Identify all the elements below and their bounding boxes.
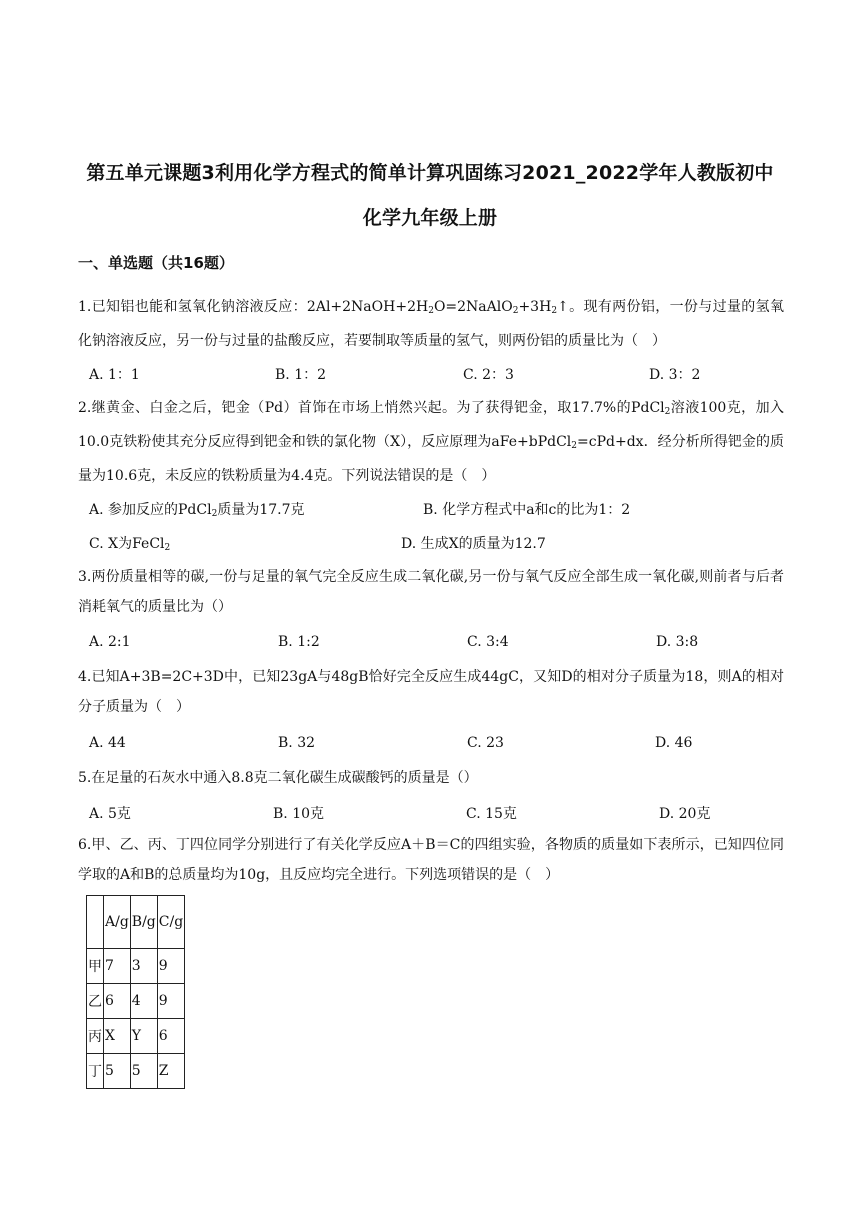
option-d[interactable]: D. 3:8 [656,634,699,650]
table-row [87,1019,185,1054]
option-a[interactable]: A. 1：1 [89,367,140,383]
question-5: 5.在足量的石灰水中通入8.8克二氧化碳生成碳酸钙的质量是（） [78,770,478,786]
option-d[interactable]: D. 20克 [659,806,711,822]
table-cell: 甲 [87,949,104,984]
option-b[interactable]: B. 32 [278,735,316,751]
option-d[interactable]: D. 3：2 [649,367,701,383]
table-header-cell: A/g [104,896,131,949]
table-row [87,984,185,1019]
option-b[interactable]: B. 1：2 [275,367,327,383]
table-cell: 6 [157,1019,184,1054]
question-4-options [89,735,789,759]
question-3-options [89,634,789,658]
option-c[interactable]: C. 3:4 [467,634,509,650]
table-cell: 5 [104,1054,131,1089]
question-1-options [89,364,789,388]
table-cell: X [104,1019,131,1054]
option-c[interactable]: C. 15克 [466,806,517,822]
question-2: 2.继黄金、白金之后，钯金（Pd）首饰在市场上悄然兴起。为了获得钯金，取17.7%的PdCl$_2$溶液100克，加入10.0克铁粉使其充分反应得到钯金和铁的氯化物（X），反应原理为aFe+bPdCl$_2$=cPd+dx．经分析所得钯金的质量为10.6克，未反应的铁粉质量为4.4克。下列说法错误的是（ ） [78,400,785,484]
document-title-line-2: 化学九年级上册 [362,207,498,229]
question-1: 1.已知铝也能和氢氧化钠溶液反应：$2Al+2NaOH+2H_2O=2NaAlO_2+3H_2↑$。现有两份铝，一份与过量的氢氧化钠溶液反应，另一份与过量的盐酸反应，若要制取等质量的氢气，则两份铝的质量比为（ ） [78,299,785,349]
option-a[interactable]: A. 44 [89,735,126,751]
option-a[interactable]: A. 5克 [89,806,131,822]
question-3: 3.两份质量相等的碳,一份与足量的氧气完全反应生成二氧化碳,另一份与氧气反应全部生成一氧化碳,则前者与后者消耗氧气的质量比为（） [78,569,784,615]
option-b[interactable]: B. 10克 [273,806,325,822]
table-header-cell [87,896,104,949]
mass-data-table [86,895,185,1089]
table-cell: Y [130,1019,157,1054]
table-header-row [87,896,185,949]
table-cell: 丁 [87,1054,104,1089]
question-4: 4.已知A+3B=2C+3D中，已知23gA与48gB恰好完全反应生成44gC，又知D的相对分子质量为18，则A的相对分子质量为（ ） [78,669,784,715]
table-header-cell: B/g [130,896,157,949]
document-title-line-1: 第五单元课题3利用化学方程式的简单计算巩固练习2021_2022学年人教版初中 [86,162,774,184]
table-header-cell: C/g [157,896,184,949]
table-cell: 5 [130,1054,157,1089]
option-b[interactable]: B. 1:2 [278,634,320,650]
option-d[interactable]: D. 生成X的质量为12.7 [401,536,546,552]
table-row [87,1054,185,1089]
option-b[interactable]: B. 化学方程式中a和c的比为1：2 [423,502,631,518]
table-cell: 丙 [87,1019,104,1054]
option-c[interactable]: C. 23 [467,735,504,751]
option-d[interactable]: D. 46 [655,735,693,751]
table-cell: 9 [157,984,184,1019]
section-heading: 一、单选题（共16题） [78,254,234,272]
option-a[interactable]: A. 2:1 [89,634,131,650]
table-cell: 3 [130,949,157,984]
table-cell: 乙 [87,984,104,1019]
table-cell: 6 [104,984,131,1019]
question-5-options [89,803,789,827]
question-6: 6.甲、乙、丙、丁四位同学分别进行了有关化学反应A＋B＝C的四组实验，各物质的质量如下表所示，已知四位同学取的A和B的总质量均为10g，且反应均完全进行。下列选项错误的是（ ） [78,837,784,883]
question-2-options-row-2 [89,533,789,557]
table-cell: 9 [157,949,184,984]
table-row [87,949,185,984]
table-cell: Z [157,1054,184,1089]
question-2-options-row-1 [89,499,789,523]
option-a[interactable]: A. 参加反应的PdCl$_2$质量为17.7克 [89,502,305,519]
option-c[interactable]: C. X为FeCl$_2$ [89,536,171,553]
table-cell: 4 [130,984,157,1019]
option-c[interactable]: C. 2：3 [463,367,514,383]
table-cell: 7 [104,949,131,984]
